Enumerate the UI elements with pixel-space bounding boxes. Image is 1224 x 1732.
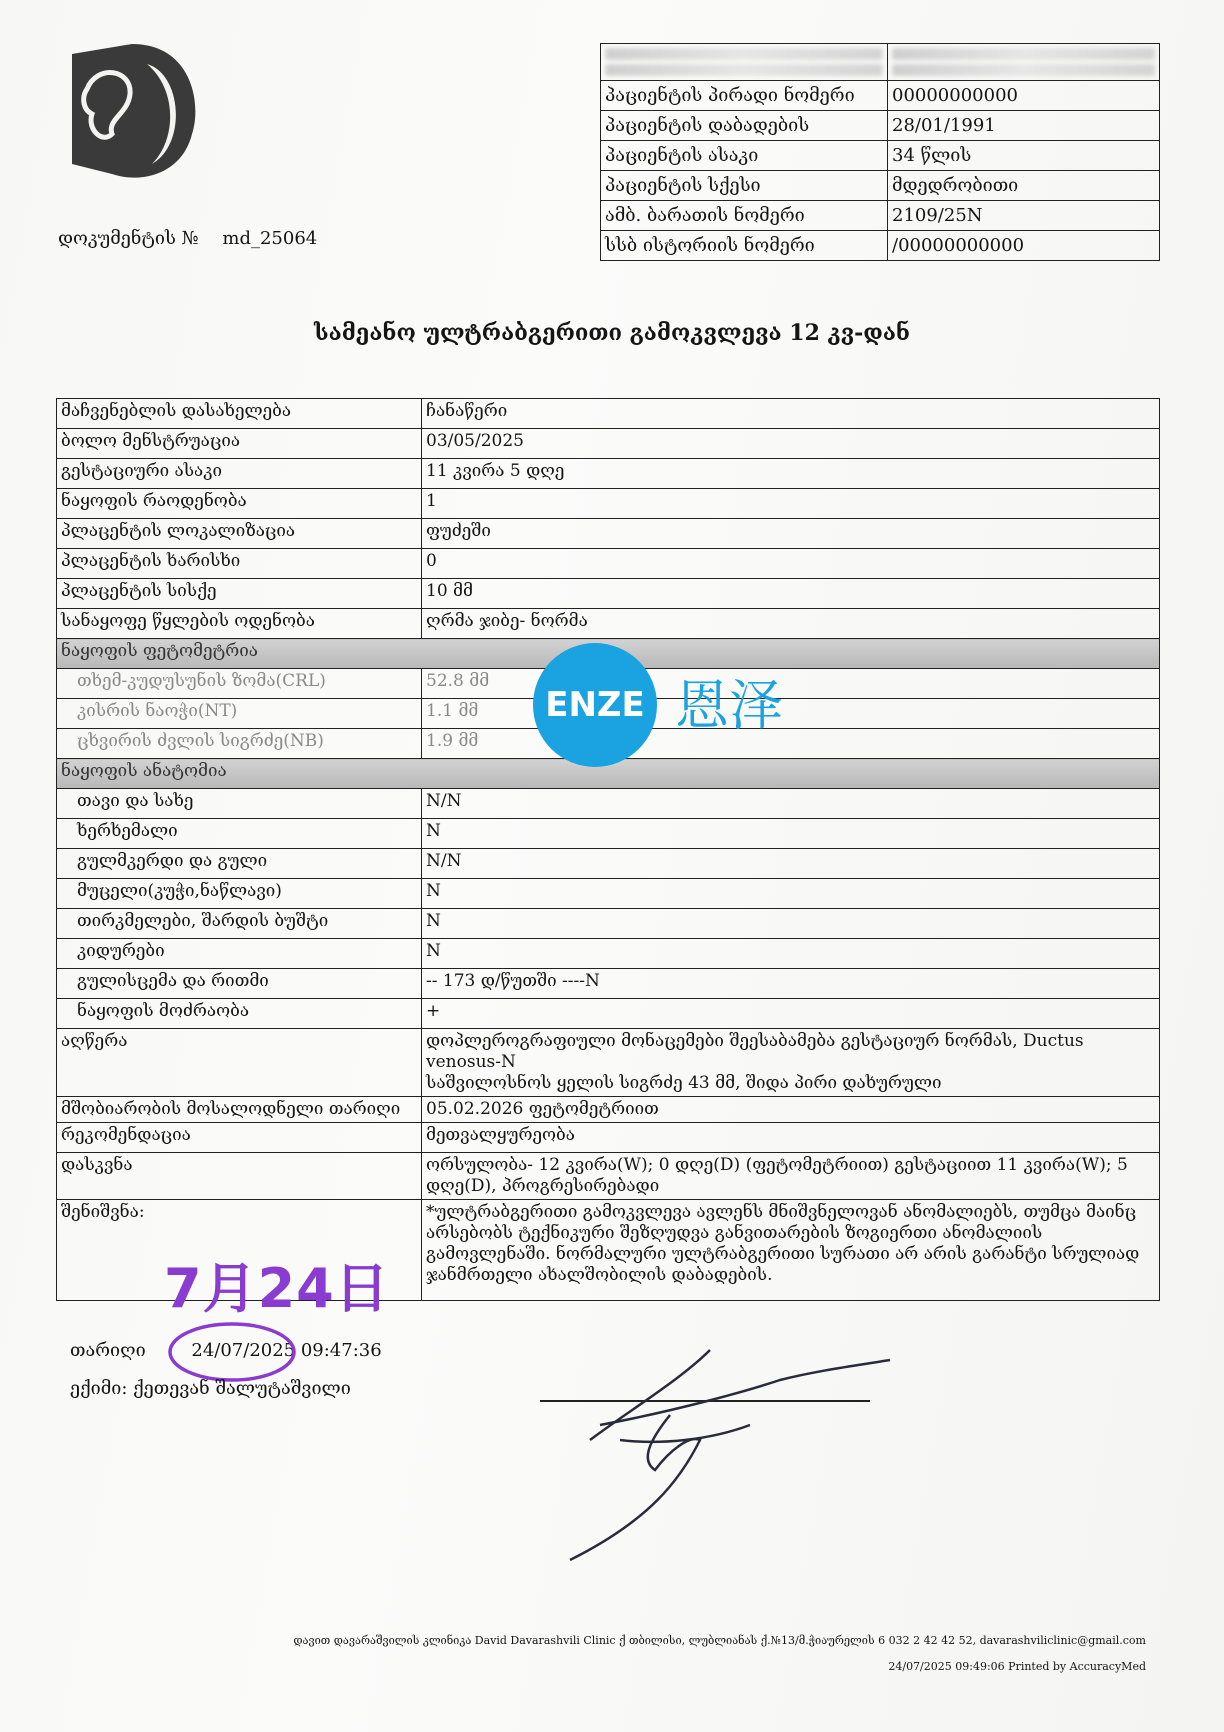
row-label: კიდურები [57, 939, 422, 969]
row-value: 1.9 მმ [422, 729, 1160, 759]
row-value: N [422, 909, 1160, 939]
row-value: ღრმა ჯიბე- ნორმა [422, 609, 1160, 639]
patient-label: პაციენტის სქესი [601, 171, 888, 201]
table-row [57, 849, 1160, 879]
table-row [57, 459, 1160, 489]
row-label: ნაყოფის მოძრაობა [57, 999, 422, 1029]
date-label: თარიღი [70, 1340, 146, 1361]
description-line: დოპლეროგრაფიული მონაცემები შეესაბამება გესტაციურ ნორმას, Ductus venosus-N [426, 1031, 1084, 1072]
section-title: ნაყოფის ფეტომეტრია [57, 639, 1160, 669]
patient-label: სსბ ისტორიის ნომერი [601, 231, 888, 261]
due-date-row [57, 1097, 1160, 1123]
description-row [57, 1029, 1160, 1097]
patient-value: /00000000000 [888, 231, 1160, 261]
row-label: სანაყოფე წყლების ოდენობა [57, 609, 422, 639]
row-label: ხერხემალი [57, 819, 422, 849]
patient-row [601, 171, 1160, 201]
row-label: გულმკერდი და გული [57, 849, 422, 879]
table-row [57, 999, 1160, 1029]
row-label: პლაცენტის სისქე [57, 579, 422, 609]
conclusion-row [57, 1153, 1160, 1200]
patient-value: მდედრობითი [888, 171, 1160, 201]
table-row [57, 429, 1160, 459]
table-row [57, 969, 1160, 999]
row-label: თირკმელები, შარდის ბუშტი [57, 909, 422, 939]
patient-row [601, 141, 1160, 171]
row-label: ცხვირის ძვლის სიგრძე(NB) [57, 729, 422, 759]
row-label: მუცელი(კუჭი,ნაწლავი) [57, 879, 422, 909]
clinic-footer: დავით დავარაშვილის კლინიკა David Davarashvili Clinic ქ თბილისი, ლუბლიანას ქ.№13/მ.ჭიაურელის 6 032 2 42 42 52, davarashviliclinic@gmail.com [293, 1634, 1146, 1647]
table-row [57, 519, 1160, 549]
table-row [57, 399, 1160, 429]
row-label: ნაყოფის რაოდენობა [57, 489, 422, 519]
patient-label: პაციენტის პირადი ნომერი [601, 81, 888, 111]
table-row [57, 789, 1160, 819]
recommendation-row [57, 1123, 1160, 1153]
row-value: N [422, 879, 1160, 909]
doctor-label: ექიმი: [70, 1378, 128, 1399]
row-value: მეთვალყურეობა [422, 1123, 1160, 1153]
row-value: 0 [422, 549, 1160, 579]
patient-value: 34 წლის [888, 141, 1160, 171]
redacted-cell [888, 44, 1160, 81]
highlight-circle [166, 1320, 298, 1384]
description-line: საშვილოსნოს ყელის სიგრძე 43 მმ, შიდა პირი დახურული [426, 1073, 942, 1093]
table-row [57, 579, 1160, 609]
row-value: 05.02.2026 ფეტომეტრიით [422, 1097, 1160, 1123]
row-value: N/N [422, 849, 1160, 879]
document-number [58, 228, 317, 249]
row-value: ორსულობა- 12 კვირა(W); 0 დღე(D) (ფეტომეტრიით) გესტაციით 11 კვირა(W); 5 დღე(D), პროგრესირებადი [422, 1153, 1160, 1200]
row-label: პლაცენტის ლოკალიზაცია [57, 519, 422, 549]
doctor-name [70, 1378, 351, 1399]
row-value: N [422, 939, 1160, 969]
patient-info-table [600, 43, 1160, 261]
patient-value: 00000000000 [888, 81, 1160, 111]
doctor-signature [560, 1330, 920, 1570]
row-label: პლაცენტის ხარისხი [57, 549, 422, 579]
row-value: -- 173 დ/წუთში ----N [422, 969, 1160, 999]
row-label: რეკომენდაცია [57, 1123, 422, 1153]
table-row [57, 489, 1160, 519]
row-value: 11 კვირა 5 დღე [422, 459, 1160, 489]
patient-value: 2109/25N [888, 201, 1160, 231]
doctor-value: ქეთევან შალუტაშვილი [133, 1378, 351, 1399]
row-value: ფუძეში [422, 519, 1160, 549]
patient-value: 28/01/1991 [888, 111, 1160, 141]
watermark-stamp [530, 640, 860, 770]
print-footer: 24/07/2025 09:49:06 Printed by AccuracyMed [888, 1660, 1146, 1673]
table-row [57, 879, 1160, 909]
table-row [57, 609, 1160, 639]
clinic-logo [52, 34, 202, 184]
row-label: შენიშვნა: [57, 1200, 422, 1301]
row-label: აღწერა [57, 1029, 422, 1097]
patient-row [601, 201, 1160, 231]
section-title: ნაყოფის ანატომია [57, 759, 1160, 789]
findings-table [56, 398, 1160, 1301]
row-value: + [422, 999, 1160, 1029]
row-label: გესტაციური ასაკი [57, 459, 422, 489]
patient-row [601, 81, 1160, 111]
row-label: კისრის ნაოჭი(NT) [57, 699, 422, 729]
row-label: გულისცემა და რითმი [57, 969, 422, 999]
row-label: მაჩვენებლის დასახელება [57, 399, 422, 429]
row-label: დასკვნა [57, 1153, 422, 1200]
patient-label: პაციენტის დაბადების [601, 111, 888, 141]
stamp-latin: ENZE [545, 685, 645, 725]
row-value: N/N [422, 789, 1160, 819]
row-value [422, 1029, 1160, 1097]
stamp-cjk: 恩泽 [675, 674, 783, 737]
table-row [57, 909, 1160, 939]
report-title: სამეანო ულტრაბგერითი გამოკვლევა 12 კვ-დან [314, 320, 910, 346]
patient-row [601, 231, 1160, 261]
date-value: 24/07/2025 09:47:36 [191, 1340, 382, 1361]
row-value: *ულტრაბგერითი გამოკვლევა ავლენს მნიშვნელოვან ანომალიებს, თუმცა მაინც არსებობს ტექნიკური შეზღუდვა განვითარების ზოგიერთი ანომალიის გამოვლენაში. ნორმალური ულტრაბგერითი სურათი არ არის გარანტი სრულიად ჯანმრთელი ახალშობილის დაბადების. [422, 1200, 1160, 1301]
patient-label: ამბ. ბარათის ნომერი [601, 201, 888, 231]
row-value: 10 მმ [422, 579, 1160, 609]
row-value: ჩანაწერი [422, 399, 1160, 429]
handwritten-date-note: 7月24日 [164, 1257, 390, 1320]
document-number-label: დოკუმენტის № [58, 228, 199, 249]
redacted-cell [601, 44, 888, 81]
patient-row [601, 111, 1160, 141]
row-label: ბოლო მენსტრუაცია [57, 429, 422, 459]
table-row [57, 939, 1160, 969]
row-value: 03/05/2025 [422, 429, 1160, 459]
row-value: 1 [422, 489, 1160, 519]
row-value: 1.1 მმ [422, 699, 1160, 729]
document-number-value: md_25064 [222, 228, 318, 249]
row-label: თხემ-კუდუსუნის ზომა(CRL) [57, 669, 422, 699]
row-label: თავი და სახე [57, 789, 422, 819]
patient-label: პაციენტის ასაკი [601, 141, 888, 171]
row-value: N [422, 819, 1160, 849]
table-row [57, 549, 1160, 579]
row-label: მშობიარობის მოსალოდნელი თარიღი [57, 1097, 422, 1123]
row-value: 52.8 მმ [422, 669, 1160, 699]
table-row [57, 819, 1160, 849]
